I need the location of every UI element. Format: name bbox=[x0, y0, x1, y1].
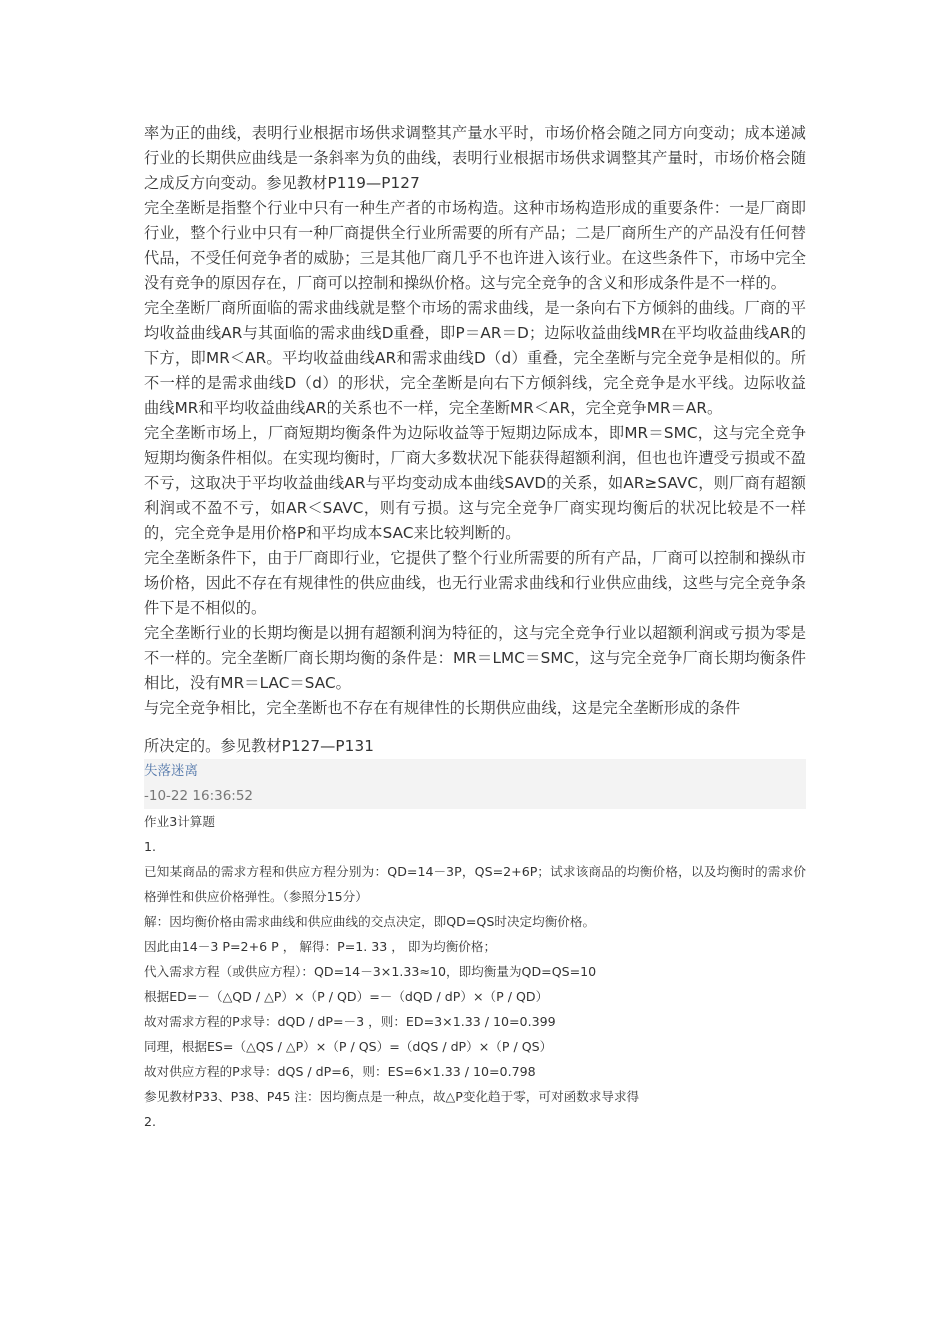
paragraph: 完全垄断条件下，由于厂商即行业，它提供了整个行业所需要的所有产品，厂商可以控制和操纵市场价格，因此不存在有规律性的供应曲线，也无行业需求曲线和行业供应曲线，这些与完全竞争条件下是不相似的。 bbox=[144, 549, 806, 617]
homework-line: 代入需求方程（或供应方程）：QD=14－3×1.33≈10，即均衡量为QD=QS=10 bbox=[144, 964, 597, 979]
article-body bbox=[144, 121, 806, 759]
homework-line: 解：因均衡价格由需求曲线和供应曲线的交点决定，即QD=QS时决定均衡价格。 bbox=[144, 914, 596, 929]
paragraph: 完全垄断市场上，厂商短期均衡条件为边际收益等于短期边际成本，即MR＝SMC，这与完全竞争短期均衡条件相似。在实现均衡时，厂商大多数状况下能获得超额利润，但也也许遭受亏损或不盈不亏，这取决于平均收益曲线AR与平均变动成本曲线SAVD的关系，如AR≥SAVC，则厂商有超额利润或不盈不亏，如AR＜SAVC，则有亏损。这与完全竞争厂商实现均衡后的状况比较是不一样的，完全竞争是用价格P和平均成本SAC来比较判断的。 bbox=[144, 424, 806, 542]
homework-title: 作业3计算题 bbox=[144, 814, 215, 829]
homework-line: 参见教材P33、P38、P45 注：因均衡点是一种点，故△P变化趋于零，可对函数求导求得 bbox=[144, 1089, 640, 1104]
paragraph: 完全垄断行业的长期均衡是以拥有超额利润为特征的，这与完全竞争行业以超额利润或亏损为零是不一样的。完全垄断厂商长期均衡的条件是：MR＝LMC＝SMC，这与完全竞争厂商长期均衡条件相比，没有MR＝LAC＝SAC。 bbox=[144, 624, 806, 692]
homework-line: 因此由14－3 P=2+6 P ， 解得：P=1. 33 ， 即为均衡价格； bbox=[144, 939, 497, 954]
question-number: 1. bbox=[144, 839, 157, 854]
author-link[interactable]: 失落迷离 bbox=[144, 763, 198, 779]
paragraph: 率为正的曲线，表明行业根据市场供求调整其产量水平时，市场价格会随之同方向变动；成本递减行业的长期供应曲线是一条斜率为负的曲线，表明行业根据市场供求调整其产量时，市场价格会随之成反方向变动。参见教材P119—P127 bbox=[144, 124, 806, 192]
paragraph: 完全垄断是指整个行业中只有一种生产者的市场构造。这种市场构造形成的重要条件：一是厂商即行业，整个行业中只有一种厂商提供全行业所需要的所有产品；二是厂商所生产的产品没有任何替代品，不受任何竞争者的威胁；三是其他厂商几乎不也许进入该行业。在这些条件下，市场中完全没有竞争的原因存在，厂商可以控制和操纵价格。这与完全竞争的含义和形成条件是不一样的。 bbox=[144, 199, 806, 292]
homework-section bbox=[144, 809, 806, 1134]
paragraph: 与完全竞争相比，完全垄断也不存在有规律性的长期供应曲线，这是完全垄断形成的条件 bbox=[144, 699, 741, 717]
question-number: 2. bbox=[144, 1114, 157, 1129]
homework-line: 同理，根据ES=（△QS / △P）×（P / QS）=（dQS / dP）×（P / QS） bbox=[144, 1039, 553, 1054]
document-page bbox=[144, 121, 806, 1134]
homework-line: 已知某商品的需求方程和供应方程分别为：QD=14－3P，QS=2+6P；试求该商品的均衡价格，以及均衡时的需求价格弹性和供应价格弹性。（参照分15分） bbox=[144, 864, 806, 904]
paragraph: 完全垄断厂商所面临的需求曲线就是整个市场的需求曲线，是一条向右下方倾斜的曲线。厂商的平均收益曲线AR与其面临的需求曲线D重叠，即P＝AR＝D；边际收益曲线MR在平均收益曲线AR的下方，即MR＜AR。平均收益曲线AR和需求曲线D（d）重叠，完全垄断与完全竞争是相似的。所不一样的是需求曲线D（d）的形状，完全垄断是向右下方倾斜线，完全竞争是水平线。边际收益曲线MR和平均收益曲线AR的关系也不一样，完全垄断MR＜AR，完全竞争MR＝AR。 bbox=[144, 299, 806, 417]
post-datetime: -10-22 16:36:52 bbox=[144, 788, 254, 804]
post-meta bbox=[144, 759, 806, 809]
homework-line: 故对需求方程的P求导：dQD / dP=－3 ，则：ED=3×1.33 / 10=0.399 bbox=[144, 1014, 556, 1029]
paragraph: 所决定的。参见教材P127—P131 bbox=[144, 737, 374, 755]
homework-line: 故对供应方程的P求导：dQS / dP=6，则：ES=6×1.33 / 10=0.798 bbox=[144, 1064, 536, 1079]
homework-line: 根据ED=－（△QD / △P）×（P / QD）=－（dQD / dP）×（P / QD） bbox=[144, 989, 549, 1004]
